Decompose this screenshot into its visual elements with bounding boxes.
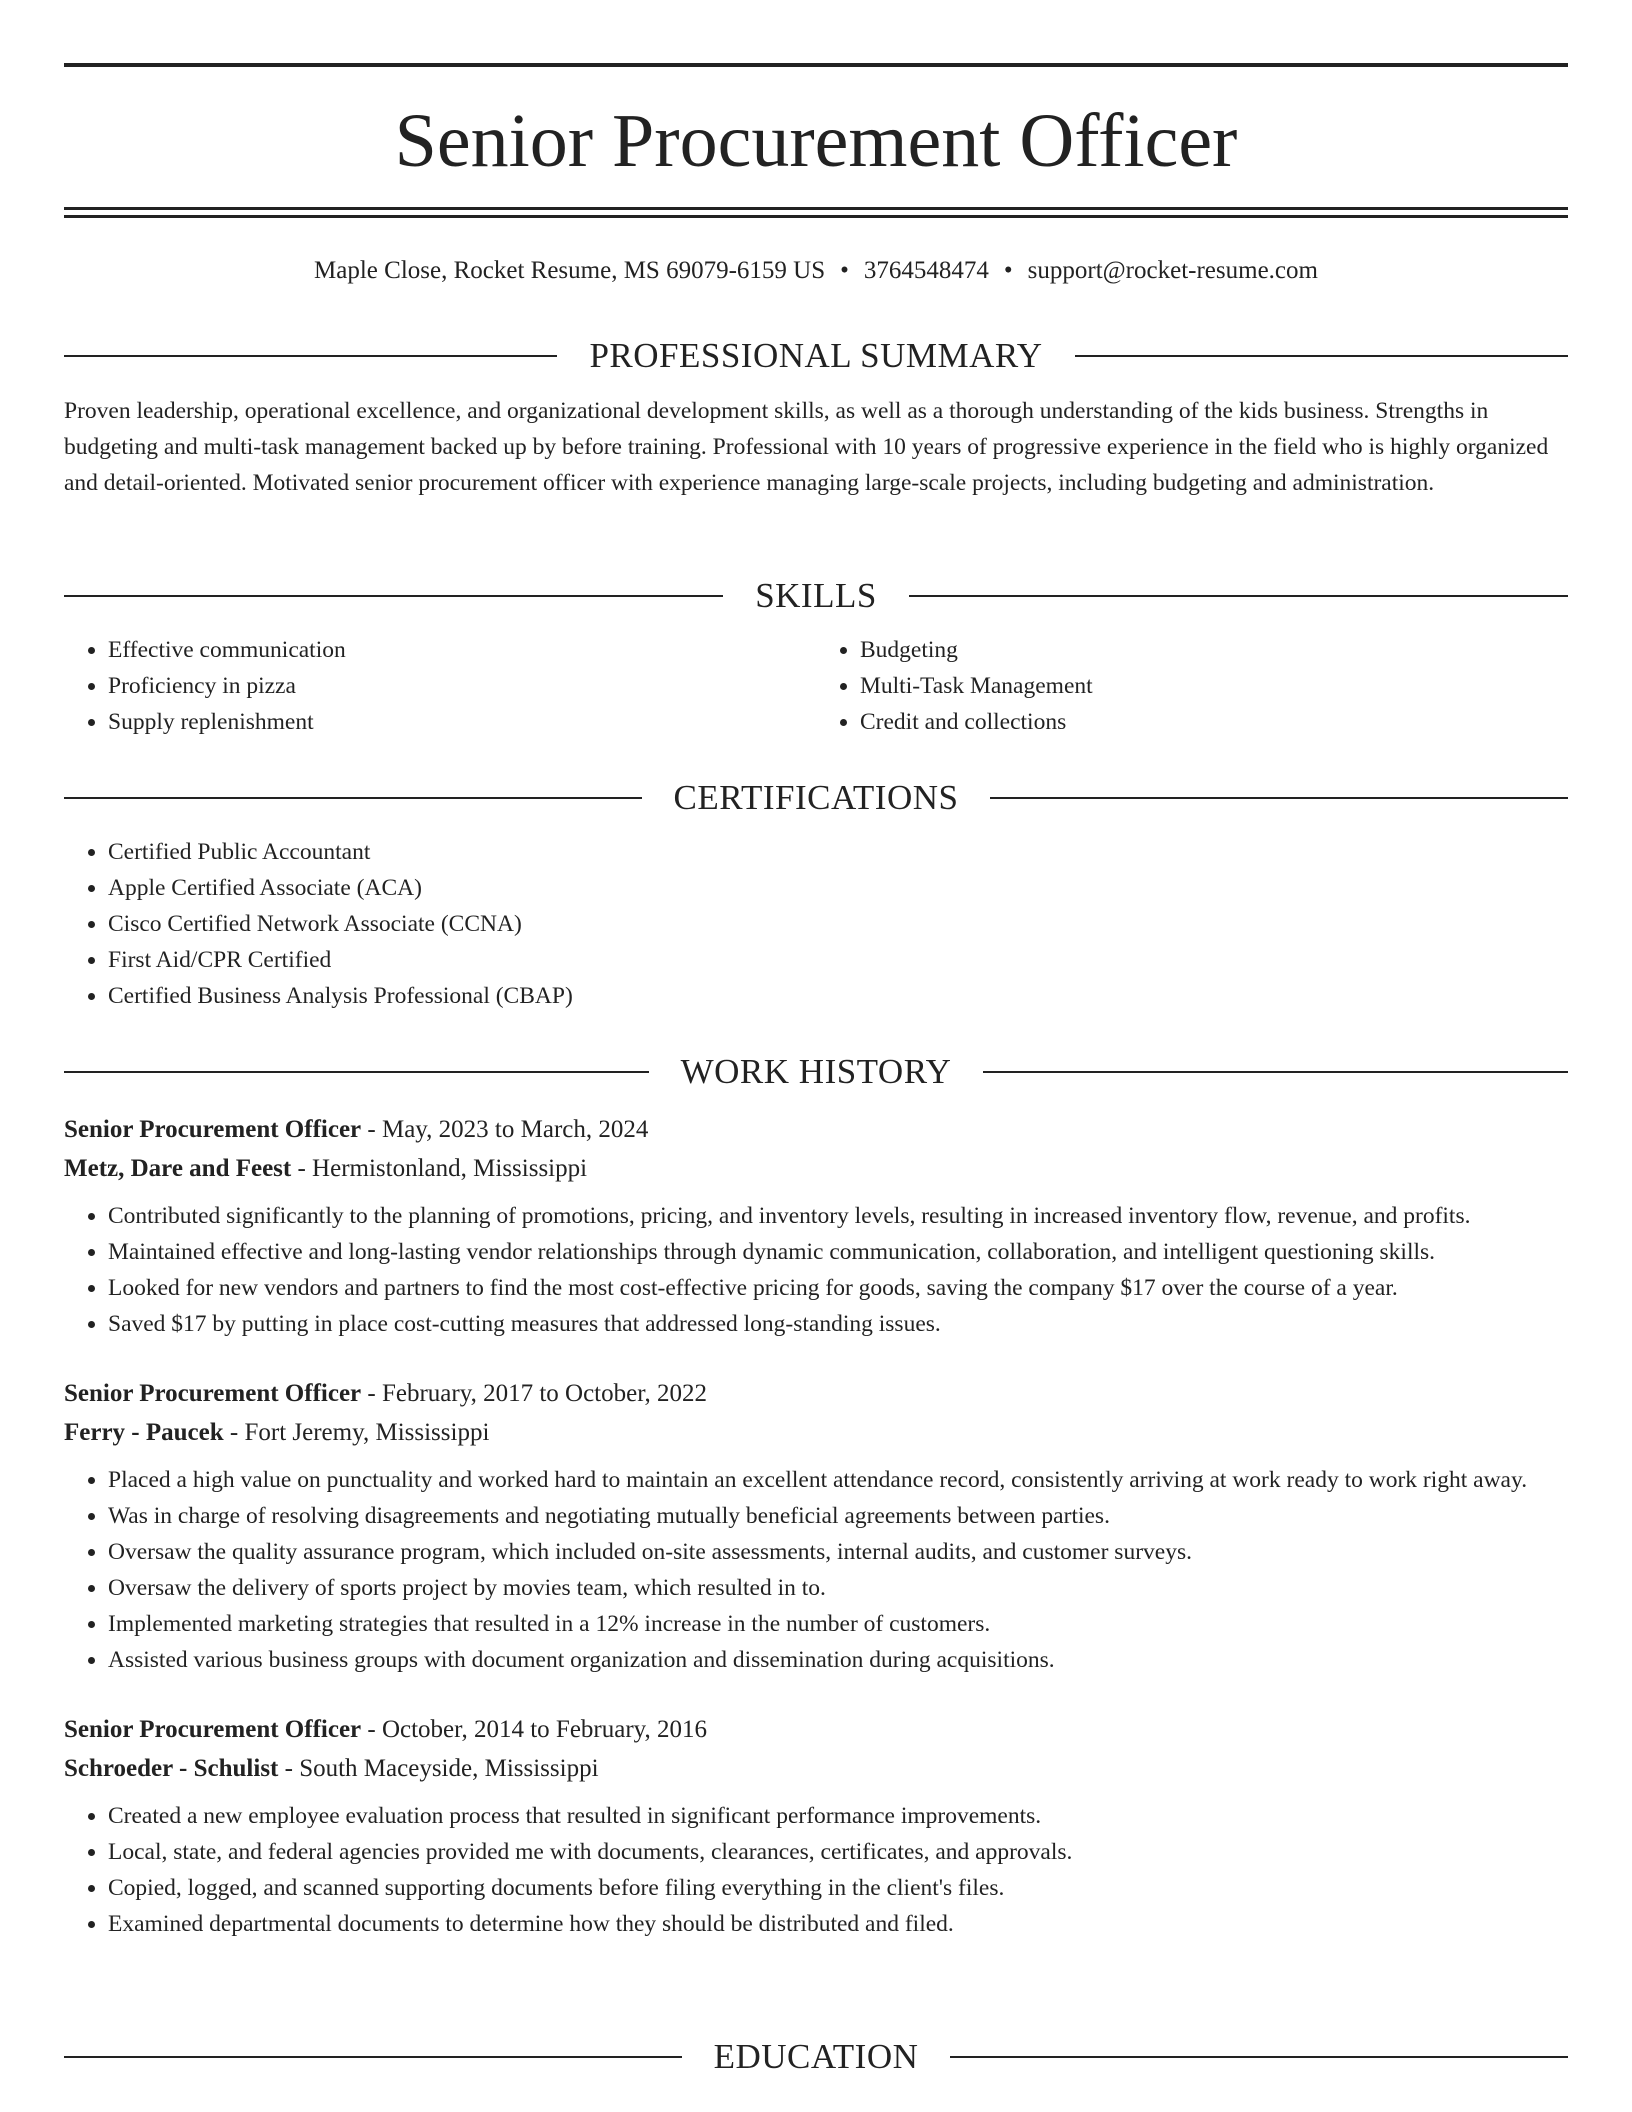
section-rule-left: [64, 1071, 649, 1073]
section-header: [64, 1047, 1568, 1097]
resume-title: Senior Procurement Officer: [394, 99, 1238, 183]
summary-text: Proven leadership, operational excellence, and organizational development skills, as well as a thorough understanding of the kids business. Strengths in budgeting and multi-task management backed up by before training. Professional with 10 years of progressive experience in the field who is highly organized and detail-oriented. Motivated senior procurement officer with experience managing large-scale projects, including budgeting and administration.: [64, 398, 1549, 496]
job-company: Ferry - Paucek: [64, 1419, 224, 1446]
contact-separator: •: [840, 257, 849, 284]
job-company-line: [64, 1149, 1568, 1188]
job-entry: [64, 1110, 1568, 1342]
section-rule-right: [990, 797, 1568, 799]
skills-list-left: [64, 632, 816, 740]
job-duty: • Maintained effective and long-lasting vendor relationships through dynamic communication, collaboration, and intelligent questioning skills.: [108, 1234, 1568, 1270]
skill-item: • Effective communication: [108, 632, 816, 668]
job-duty: • Implemented marketing strategies that resulted in a 12% increase in the number of customers.: [108, 1606, 1568, 1642]
skill-item: • Proficiency in pizza: [108, 668, 816, 704]
summary-section: [64, 331, 1568, 501]
job-title: Senior Procurement Officer: [64, 1716, 362, 1743]
job-title: Senior Procurement Officer: [64, 1380, 362, 1407]
job-duty: • Oversaw the delivery of sports project by movies team, which resulted in to.: [108, 1570, 1568, 1606]
section-title: CERTIFICATIONS: [673, 778, 959, 817]
job-location: - South Maceyside, Mississippi: [278, 1755, 599, 1782]
contact-address: Maple Close, Rocket Resume, MS 69079-6159 US: [314, 257, 826, 284]
job-location: - Hermistonland, Mississippi: [291, 1155, 588, 1182]
job-duty: • Copied, logged, and scanned supporting documents before filing everything in the client's files.: [108, 1870, 1568, 1906]
job-duty: • Contributed significantly to the planning of promotions, pricing, and inventory levels, resulting in increased inventory flow, revenue, and profits.: [108, 1198, 1568, 1234]
job-title-line: [64, 1710, 1568, 1749]
job-duty: • Local, state, and federal agencies provided me with documents, clearances, certificates, and approvals.: [108, 1834, 1568, 1870]
section-rule-right: [983, 1071, 1568, 1073]
title-rule-lower: [64, 215, 1568, 218]
certification-item: • First Aid/CPR Certified: [108, 942, 1568, 978]
certification-item: • Certified Public Accountant: [108, 834, 1568, 870]
section-header: [64, 331, 1568, 381]
certification-item: • Cisco Certified Network Associate (CCNA): [108, 906, 1568, 942]
job-company-line: [64, 1413, 1568, 1452]
job-duties: [64, 1798, 1568, 1942]
section-title: EDUCATION: [713, 2037, 919, 2076]
certifications-list: [64, 834, 1568, 1014]
job-entry: [64, 1710, 1568, 1942]
job-duty: • Assisted various business groups with document organization and dissemination during acquisitions.: [108, 1642, 1568, 1678]
certification-item: • Certified Business Analysis Professional (CBAP): [108, 978, 1568, 1014]
job-dates: - February, 2017 to October, 2022: [361, 1380, 708, 1407]
skills-list-right: [816, 632, 1568, 740]
skill-item: • Budgeting: [860, 632, 1568, 668]
job-company: Metz, Dare and Feest: [64, 1155, 292, 1182]
job-company: Schroeder - Schulist: [64, 1755, 279, 1782]
job-duty: • Looked for new vendors and partners to find the most cost-effective pricing for goods, saving the company $17 over the course of a year.: [108, 1270, 1568, 1306]
job-duty: • Examined departmental documents to determine how they should be distributed and filed.: [108, 1906, 1568, 1942]
job-company-line: [64, 1749, 1568, 1788]
job-title: Senior Procurement Officer: [64, 1116, 362, 1143]
contact-phone: 3764548474: [863, 257, 989, 284]
section-title: SKILLS: [755, 576, 877, 615]
section-title: WORK HISTORY: [680, 1052, 952, 1091]
job-dates: - October, 2014 to February, 2016: [361, 1716, 708, 1743]
skills-columns: [64, 632, 1568, 740]
section-header: [64, 571, 1568, 621]
job-entry: [64, 1374, 1568, 1678]
section-header: [64, 773, 1568, 823]
skill-item: • Credit and collections: [860, 704, 1568, 740]
work-history-section: [64, 1047, 1568, 1974]
skills-section: [64, 571, 1568, 740]
section-header: [64, 2032, 1568, 2082]
job-title-line: [64, 1110, 1568, 1149]
job-dates: - May, 2023 to March, 2024: [361, 1116, 649, 1143]
job-location: - Fort Jeremy, Mississippi: [223, 1419, 490, 1446]
contact-email: support@rocket-resume.com: [1027, 257, 1318, 284]
section-rule-right: [909, 595, 1568, 597]
skill-item: • Supply replenishment: [108, 704, 816, 740]
section-rule-left: [64, 355, 557, 357]
section-rule-right: [950, 2056, 1568, 2058]
title-rule-upper: [64, 207, 1568, 210]
section-rule-left: [64, 797, 642, 799]
job-duty: • Was in charge of resolving disagreements and negotiating mutually beneficial agreements between parties.: [108, 1498, 1568, 1534]
contact-line: [64, 253, 1568, 289]
certification-item: • Apple Certified Associate (ACA): [108, 870, 1568, 906]
skill-item: • Multi-Task Management: [860, 668, 1568, 704]
education-section: [64, 2032, 1568, 2082]
section-rule-left: [64, 2056, 682, 2058]
section-title: PROFESSIONAL SUMMARY: [589, 336, 1043, 375]
section-rule-left: [64, 595, 723, 597]
contact-separator: •: [1003, 257, 1013, 284]
job-duty: • Oversaw the quality assurance program, which included on-site assessments, internal audits, and customer surveys.: [108, 1534, 1568, 1570]
job-duty: • Placed a high value on punctuality and worked hard to maintain an excellent attendance record, consistently arriving at work ready to work right away.: [108, 1462, 1568, 1498]
top-rule: [64, 63, 1568, 67]
job-duty: • Saved $17 by putting in place cost-cutting measures that addressed long-standing issues.: [108, 1306, 1568, 1342]
section-rule-right: [1075, 355, 1568, 357]
certifications-section: [64, 773, 1568, 1014]
job-title-line: [64, 1374, 1568, 1413]
job-duties: [64, 1462, 1568, 1678]
job-duty: • Created a new employee evaluation process that resulted in significant performance improvements.: [108, 1798, 1568, 1834]
job-duties: [64, 1198, 1568, 1342]
